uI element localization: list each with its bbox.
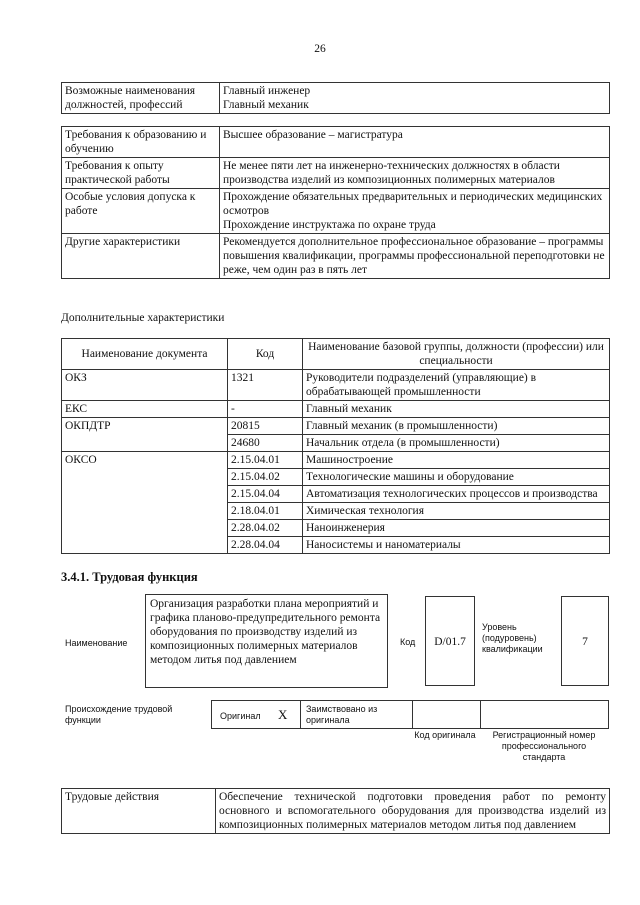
function-code: D/01.7	[425, 596, 475, 686]
table-cell: ОКПДТР	[62, 418, 228, 452]
table-cell: ЕКС	[62, 401, 228, 418]
table-cell: 2.15.04.04	[228, 486, 303, 503]
divider	[412, 701, 413, 728]
table-cell: ОКСО	[62, 452, 228, 554]
table-cell: 2.15.04.02	[228, 469, 303, 486]
original-mark: X	[278, 707, 288, 722]
table-cell: 1321	[228, 370, 303, 401]
table-cell: Машиностроение	[303, 452, 610, 469]
req-label: Требования к образованию и обучению	[62, 127, 220, 158]
reg-caption: Регистрационный номер профессионального стандарта	[492, 730, 596, 762]
actions-value: Обеспечение технической подготовки проведения работ по ремонту основного и вспомогательного оборудования для производства изделий из композиционных полимерных материалов методом литья под давлением	[216, 789, 610, 834]
position-item: Главный инженер	[223, 85, 311, 97]
page-number: 26	[314, 43, 326, 55]
table-cell: Технологические машины и оборудование	[303, 469, 610, 486]
additional-table	[61, 338, 610, 554]
table-cell: 20815	[228, 418, 303, 435]
req-value: Прохождение обязательных предварительных и периодических медицинских осмотров	[223, 191, 603, 217]
table-cell: Химическая технология	[303, 503, 610, 520]
actions-table	[61, 788, 610, 834]
actions-label: Трудовые действия	[62, 789, 216, 834]
table-cell: Автоматизация технологических процессов и производства	[303, 486, 610, 503]
level-value: 7	[561, 596, 609, 686]
table-cell: Начальник отдела (в промышленности)	[303, 435, 610, 452]
divider	[300, 701, 301, 728]
divider	[480, 701, 481, 728]
function-name: Организация разработки плана мероприятий и графика планово-предупредительного ремонта оборудования по производству изделий из композиционных полимерных материалов методом литья под давлением	[145, 594, 388, 688]
table-cell: ОКЗ	[62, 370, 228, 401]
code-caption: Код оригинала	[414, 730, 476, 740]
table-cell: Наноинженерия	[303, 520, 610, 537]
additional-title: Дополнительные характеристики	[61, 312, 225, 324]
req-label: Особые условия допуска к работе	[62, 189, 220, 234]
table-cell: 2.28.04.02	[228, 520, 303, 537]
table-cell: 2.15.04.01	[228, 452, 303, 469]
positions-label: Возможные наименования должностей, профессий	[62, 83, 220, 114]
req-value: Не менее пяти лет на инженерно-технических должностях в области производства изделий из композиционных полимерных материалов	[220, 158, 610, 189]
req-value: Высшее образование – магистратура	[220, 127, 610, 158]
origin-label: Происхождение трудовой функции	[65, 704, 173, 725]
header-doc: Наименование документа	[62, 339, 228, 370]
header-name: Наименование базовой группы, должности (профессии) или специальности	[303, 339, 610, 370]
table-cell: 2.28.04.04	[228, 537, 303, 554]
table-cell: 24680	[228, 435, 303, 452]
req-label: Другие характеристики	[62, 234, 220, 279]
header-code: Код	[228, 339, 303, 370]
position-item: Главный механик	[223, 99, 309, 111]
level-label: Уровень (подуровень) квалификации	[482, 622, 543, 654]
table-cell: Главный механик	[303, 401, 610, 418]
table-cell: Руководители подразделений (управляющие) в обрабатывающей промышленности	[303, 370, 610, 401]
table-cell: Главный механик (в промышленности)	[303, 418, 610, 435]
req-label: Требования к опыту практической работы	[62, 158, 220, 189]
name-label: Наименование	[65, 638, 128, 648]
table-cell: 2.18.04.01	[228, 503, 303, 520]
table-cell: -	[228, 401, 303, 418]
positions-table	[61, 82, 610, 114]
req-value: Рекомендуется дополнительное профессиональное образование – программы повышения квалификации, программы профессиональной переподготовки не реже, чем один раз в пять лет	[220, 234, 610, 279]
borrowed-label: Заимствовано из оригинала	[306, 704, 378, 725]
origin-row	[211, 700, 609, 729]
table-cell: Наносистемы и наноматериалы	[303, 537, 610, 554]
requirements-table	[61, 126, 610, 279]
code-label: Код	[400, 637, 416, 647]
req-value: Прохождение инструктажа по охране труда	[223, 219, 436, 231]
function-heading: 3.4.1. Трудовая функция	[61, 570, 198, 584]
original-label: Оригинал	[220, 711, 261, 721]
